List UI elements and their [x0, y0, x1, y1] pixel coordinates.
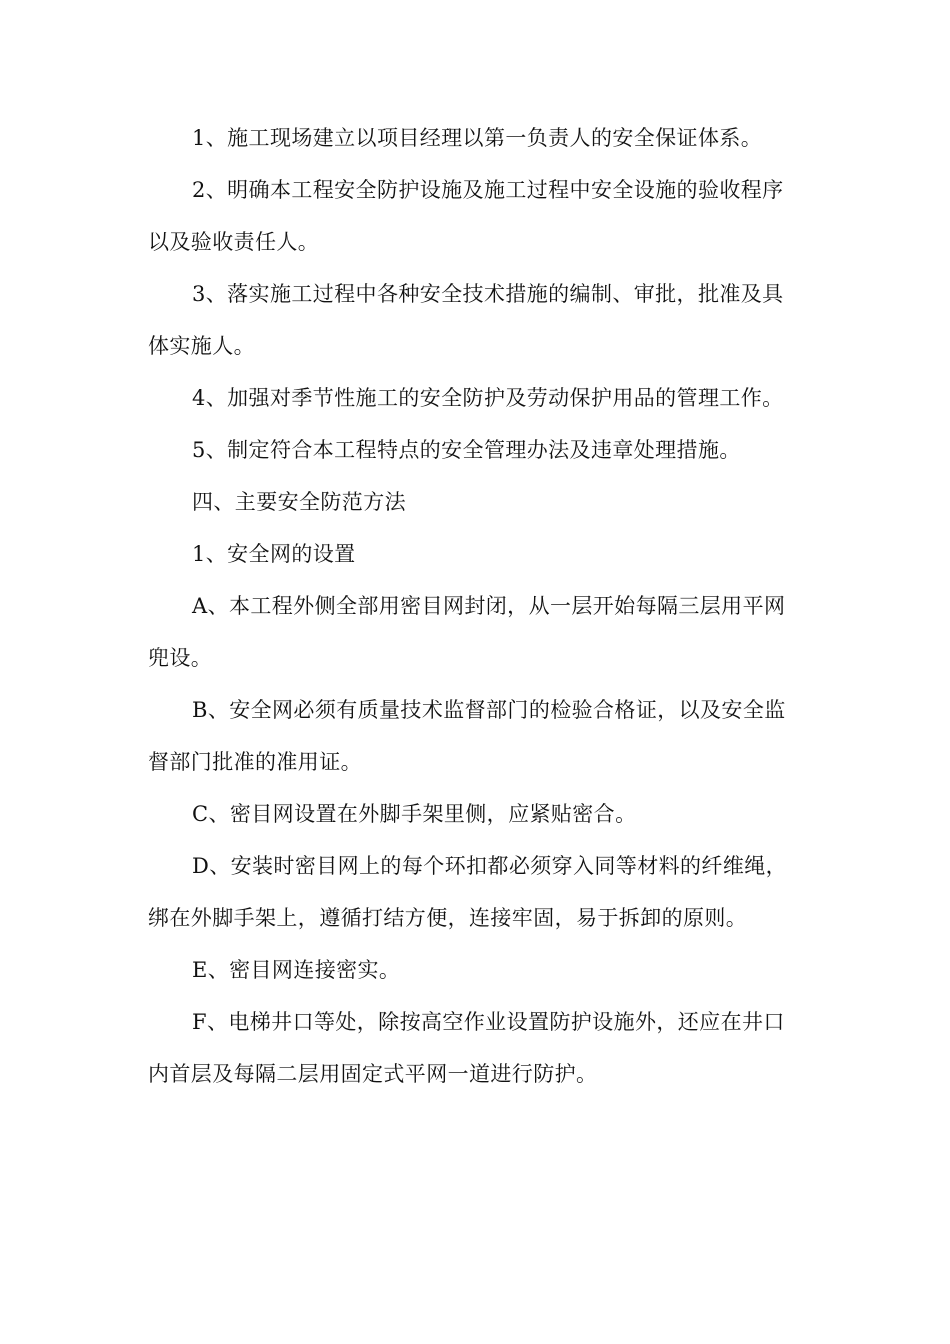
paragraph-3: 3、落实施工过程中各种安全技术措施的编制、审批，批准及具体实施人。 [148, 282, 784, 358]
paragraph-5: 5、制定符合本工程特点的安全管理办法及违章处理措施。 [192, 438, 741, 462]
item-e: E、密目网连接密实。 [192, 958, 401, 982]
paragraph-4: 4、加强对季节性施工的安全防护及劳动保护用品的管理工作。 [192, 386, 784, 410]
paragraph-1: 1、施工现场建立以项目经理以第一负责人的安全保证体系。 [192, 126, 763, 150]
item-b: B、安全网必须有质量技术监督部门的检验合格证，以及安全监督部门批准的准用证。 [148, 698, 786, 774]
subsection-heading: 1、安全网的设置 [192, 542, 356, 566]
item-a: A、本工程外侧全部用密目网封闭，从一层开始每隔三层用平网兜设。 [148, 594, 786, 670]
section-heading: 四、主要安全防范方法 [192, 490, 406, 514]
item-d: D、安装时密目网上的每个环扣都必须穿入同等材料的纤维绳，绑在外脚手架上，遵循打结方便，连接牢固，易于拆卸的原则。 [148, 854, 788, 930]
item-f: F、电梯井口等处，除按高空作业设置防护设施外，还应在井口内首层及每隔二层用固定式平网一道进行防护。 [148, 1010, 785, 1086]
document-body [148, 112, 798, 1100]
paragraph-2: 2、明确本工程安全防护设施及施工过程中安全设施的验收程序以及验收责任人。 [148, 178, 784, 254]
item-c: C、密目网设置在外脚手架里侧，应紧贴密合。 [192, 802, 637, 826]
